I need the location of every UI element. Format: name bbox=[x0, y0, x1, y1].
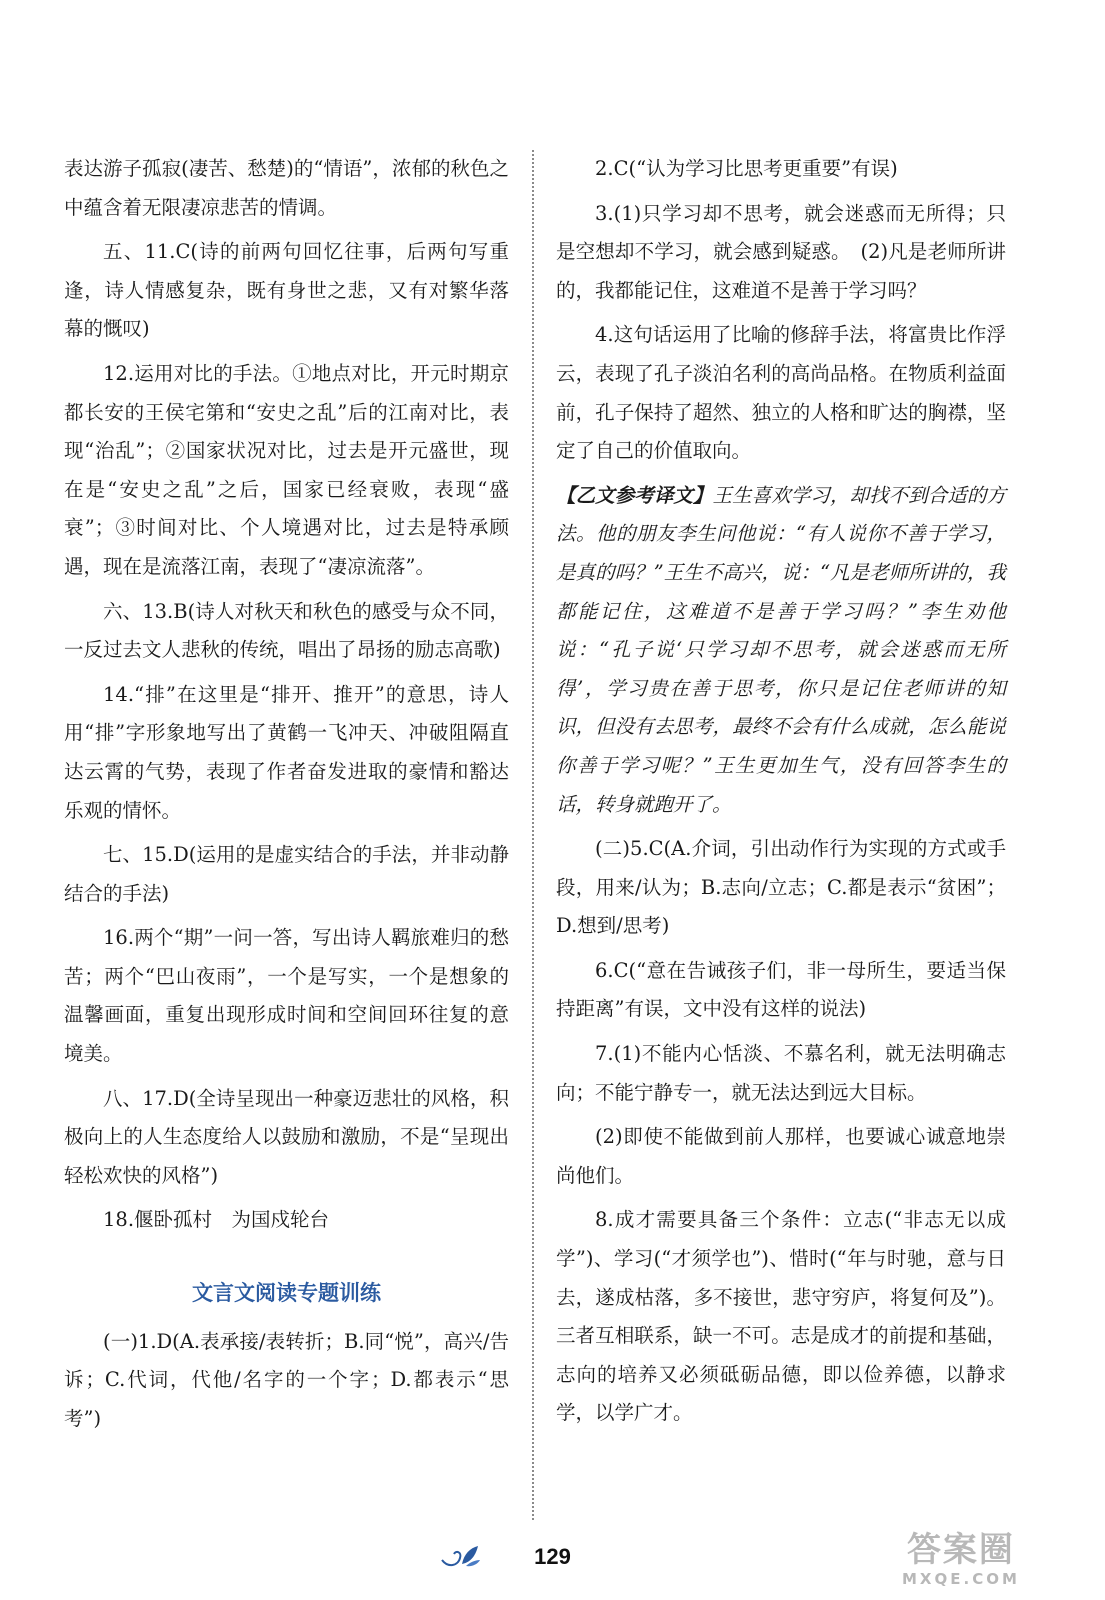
left-para-7: 16.两个“期”一问一答，写出诗人羁旅难归的愁苦；两个“巴山夜雨”，一个是写实，一个是想象的温馨画面，重复出现形成时间和空间回环往复的意境美。 bbox=[64, 926, 509, 1066]
right-para-6: 6.C(“意在告诫孩子们，非一母所生，要适当保持距离”有误，文中没有这样的说法) bbox=[556, 958, 1006, 1021]
right-para-1: 2.C(“认为学习比思考更重要”有误) bbox=[595, 157, 898, 180]
left-para-10: (一)1.D(A.表承接/表转折；B.同“悦”，高兴/告诉；C.代词，代他/名字的一个字；D.都表示“思考”) bbox=[64, 1329, 509, 1430]
right-para-2: 3.(1)只学习却不思考，就会迷惑而无所得；只是空想却不学习，就会感到疑惑。 (2)凡是老师所讲的，我都能记住，这难道不是善于学习吗？ bbox=[556, 201, 1006, 302]
section-title: 文言文阅读专题训练 bbox=[192, 1280, 381, 1306]
watermark-logo bbox=[902, 1530, 1020, 1588]
left-para-2: 五、11.C(诗的前两句回忆往事，后两句写重逢，诗人情感复杂，既有身世之悲，又有对繁华落幕的慨叹) bbox=[64, 240, 509, 341]
watermark-url: MXQE.COM bbox=[902, 1570, 1020, 1588]
right-column bbox=[556, 150, 1006, 1439]
left-para-8: 八、17.D(全诗呈现出一种豪迈悲壮的风格，积极向上的人生态度给人以鼓励和激励，不是“呈现出轻松欢快的风格”) bbox=[64, 1086, 509, 1187]
left-para-1: 表达游子孤寂(凄苦、愁楚)的“情语”，浓郁的秋色之中蕴含着无限凄凉悲苦的情调。 bbox=[64, 157, 509, 219]
right-para-9: 8.成才需要具备三个条件：立志(“非志无以成学”)、学习(“才须学也”)、惜时(“年与时驰，意与日去，遂成枯落，多不接世，悲守穷庐，将复何及”)。三者互相联系，缺一不可。志是成才的前提和基础，志向的培养又必须砥砺品德，即以俭养德，以静求学，以学广才。 bbox=[556, 1208, 1006, 1425]
left-para-3: 12.运用对比的手法。①地点对比，开元时期京都长安的王侯宅第和“安史之乱”后的江南对比，表现“治乱”；②国家状况对比，过去是开元盛世，现在是“安史之乱”之后，国家已经衰败，表现“盛衰”；③时间对比、个人境遇对比，过去是特承顾遇，现在是流落江南，表现了“凄凉流落”。 bbox=[64, 361, 509, 578]
translation-label: 【乙文参考译文】 bbox=[556, 483, 713, 507]
left-para-4: 六、13.B(诗人对秋天和秋色的感受与众不同，一反过去文人悲秋的传统，唱出了昂扬的励志高歌) bbox=[64, 599, 509, 662]
left-para-5: 14.“排”在这里是“排开、推开”的意思，诗人用“排”字形象地写出了黄鹤一飞冲天、冲破阻隔直达云霄的气势，表现了作者奋发进取的豪情和豁达乐观的情怀。 bbox=[64, 682, 509, 822]
right-para-3: 4.这句话运用了比喻的修辞手法，将富贵比作浮云，表现了孔子淡泊名利的高尚品格。在物质利益面前，孔子保持了超然、独立的人格和旷达的胸襟，坚定了自己的价值取向。 bbox=[556, 323, 1006, 463]
right-para-8: (2)即使不能做到前人那样，也要诚心诚意地崇尚他们。 bbox=[556, 1125, 1006, 1187]
right-para-7: 7.(1)不能内心恬淡、不慕名利，就无法明确志向；不能宁静专一，就无法达到远大目标。 bbox=[556, 1042, 1006, 1104]
left-para-9: 18.偃卧孤村 为国戍轮台 bbox=[103, 1208, 330, 1232]
translation-text: 王生喜欢学习，却找不到合适的方法。他的朋友李生问他说：“有人说你不善于学习，是真的吗？”王生不高兴，说：“凡是老师所讲的，我都能记住，这难道不是善于学习吗？”李生劝他说：“孔子说‘只学习却不思考，就会迷惑而无所得’，学习贵在善于思考，你只是记住老师讲的知识，但没有去思考，最终不会有什么成就，怎么能说你善于学习呢？”王生更加生气，没有回答李生的话，转身就跑开了。 bbox=[556, 483, 1006, 816]
left-para-6: 七、15.D(运用的是虚实结合的手法，并非动静结合的手法) bbox=[64, 843, 509, 905]
left-column bbox=[64, 150, 509, 1444]
right-para-5: (二)5.C(A.介词，引出动作行为实现的方式或手段，用来/认为；B.志向/立志；C.都是表示“贫困”；D.想到/思考) bbox=[556, 837, 1006, 938]
column-divider bbox=[532, 150, 534, 1520]
watermark-text: 答案圈 bbox=[906, 1530, 1015, 1570]
right-para-4 bbox=[556, 477, 1006, 824]
page-number: 129 bbox=[534, 1544, 571, 1569]
